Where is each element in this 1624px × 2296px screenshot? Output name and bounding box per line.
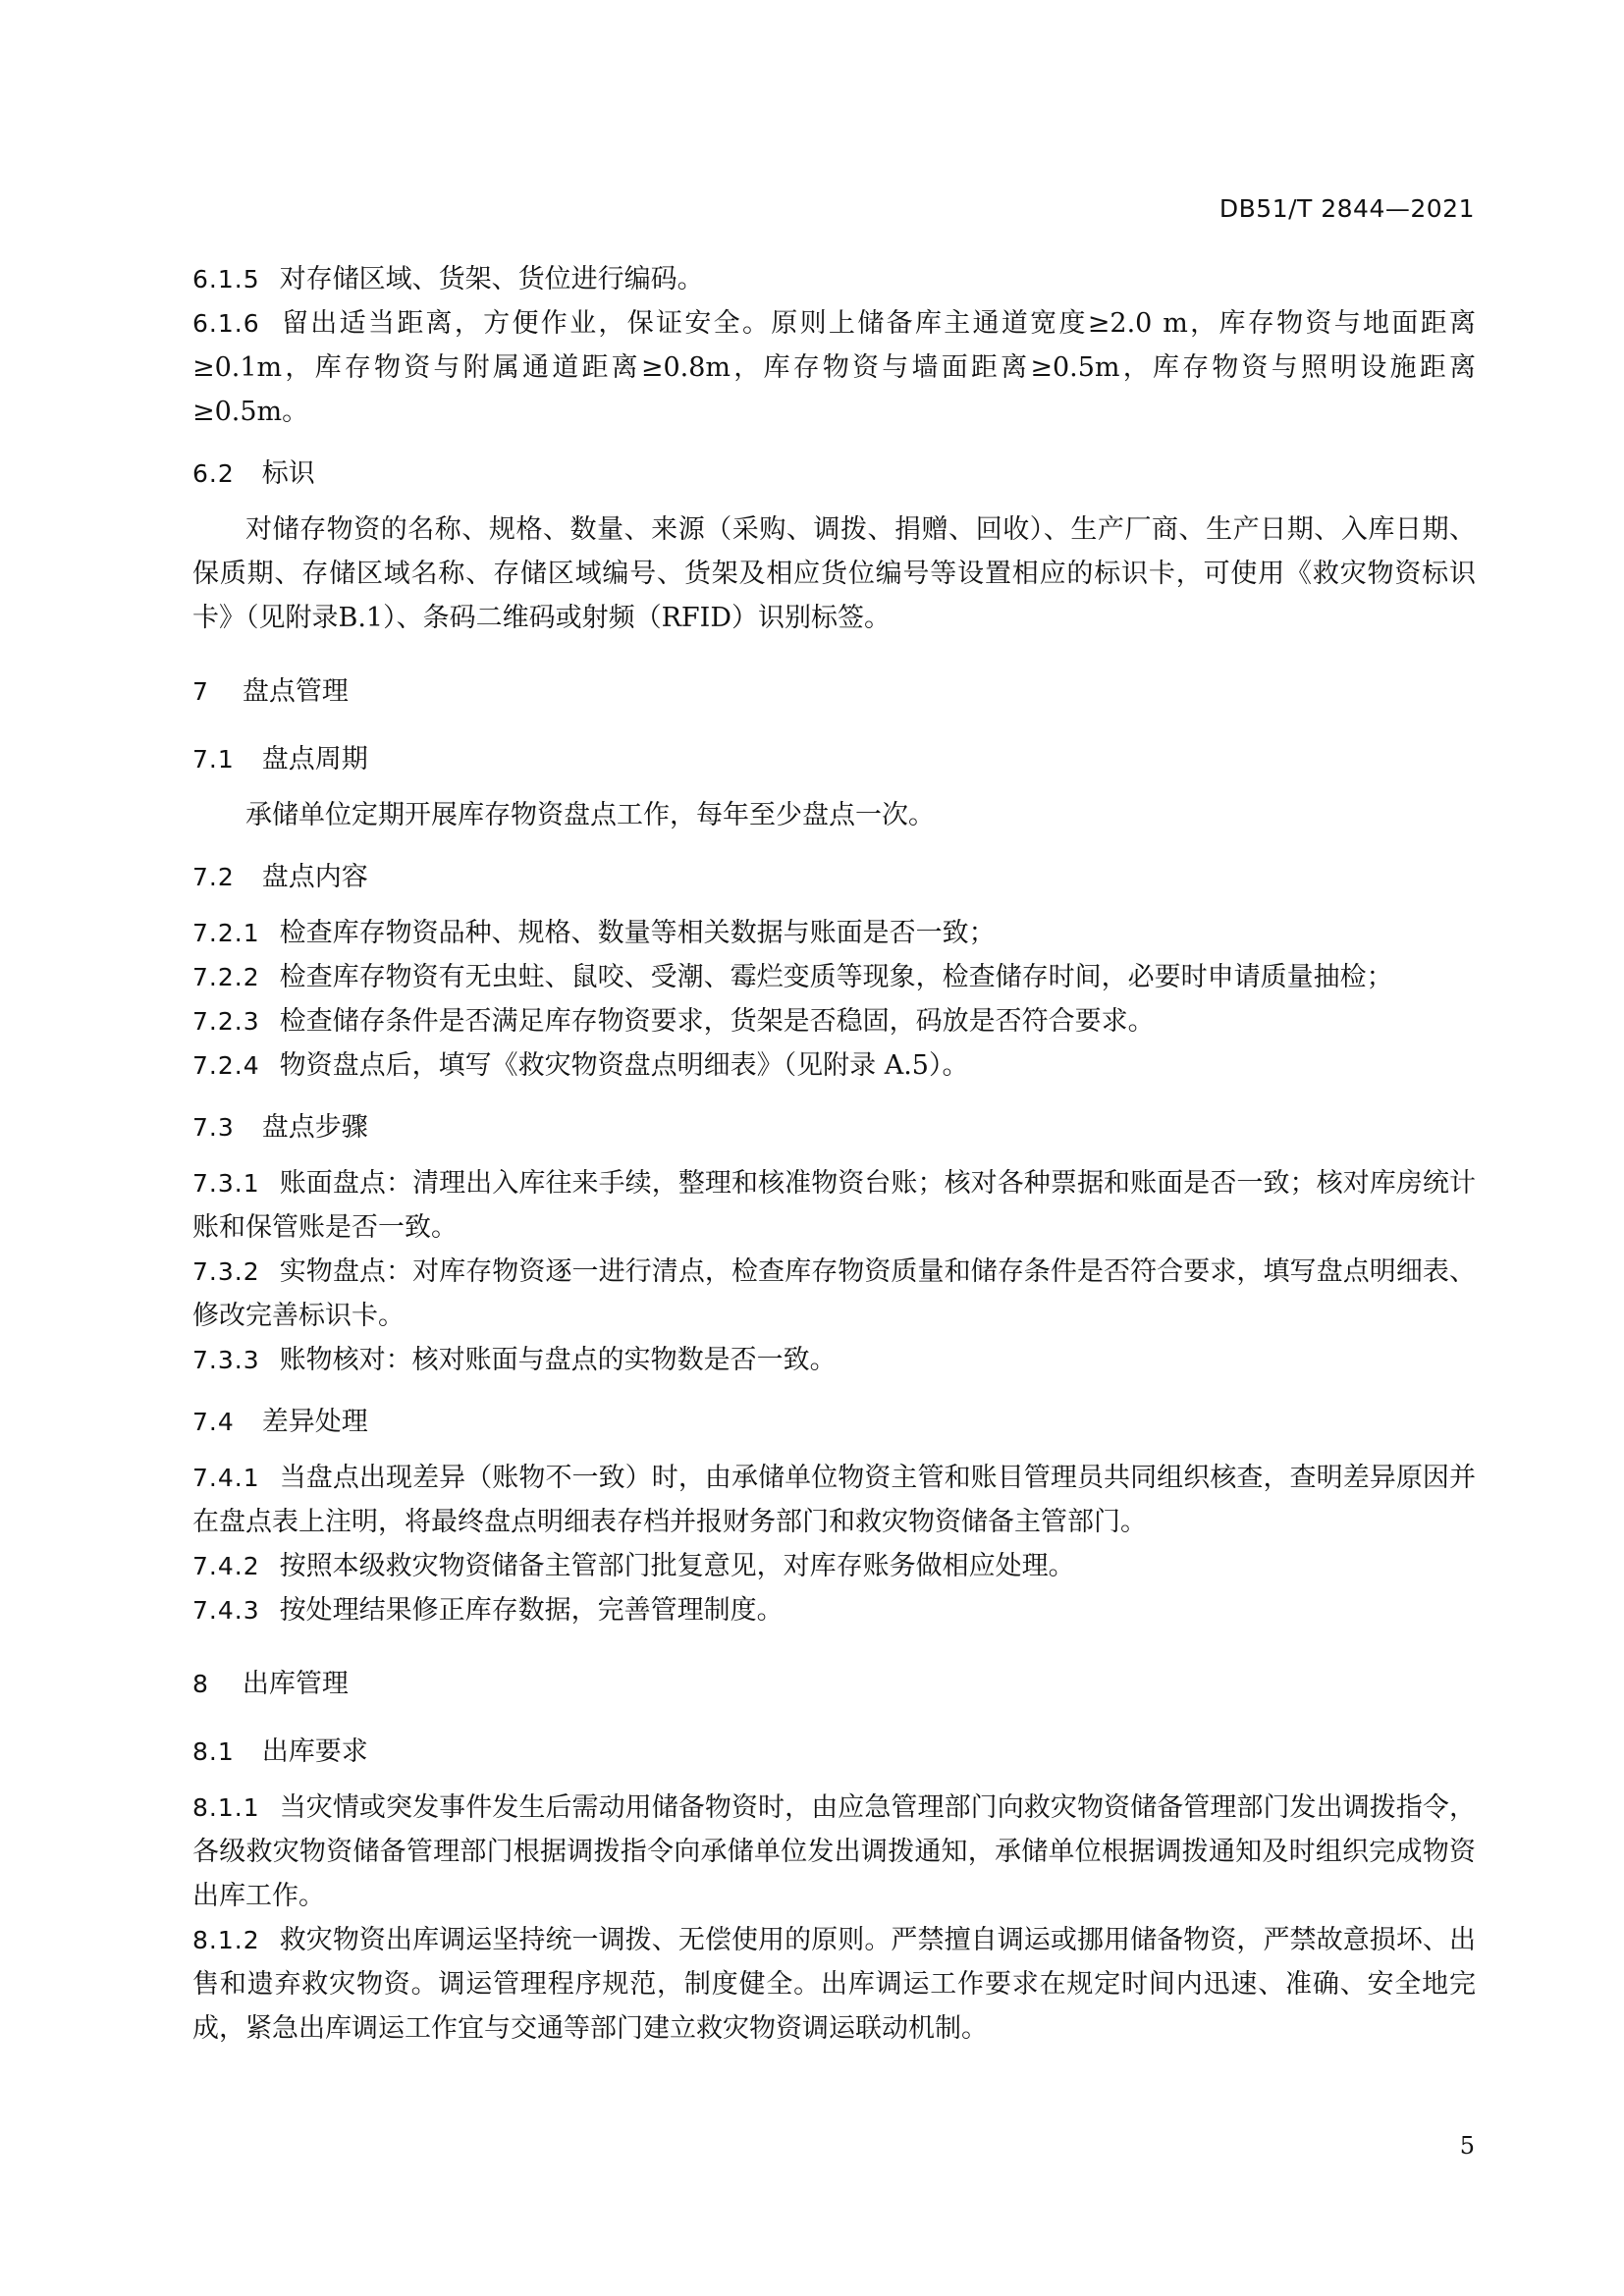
section-7-1-heading bbox=[192, 737, 1476, 781]
section-title: 差异处理 bbox=[261, 1407, 368, 1437]
clause-text: 当盘点出现差异（账物不一致）时，由承储单位物资主管和账目管理员共同组织核查，查明差异原因并在盘点表上注明，将最终盘点明细表存档并报财务部门和救灾物资储备主管部门。 bbox=[192, 1463, 1476, 1537]
clause-number: 7.2.3 bbox=[192, 1007, 260, 1036]
chapter-title: 出库管理 bbox=[242, 1669, 349, 1699]
clause-7-3-2 bbox=[192, 1250, 1476, 1338]
clause-7-2-4 bbox=[192, 1043, 1476, 1088]
section-title: 盘点周期 bbox=[261, 744, 368, 774]
document-code: DB51/T 2844—2021 bbox=[1218, 194, 1475, 223]
section-7-3-heading bbox=[192, 1105, 1476, 1149]
clause-text: 账物核对：核对账面与盘点的实物数是否一致。 bbox=[279, 1345, 837, 1375]
clause-text: 留出适当距离，方便作业，保证安全。原则上储备库主通道宽度≥2.0 m，库存物资与地面距离≥0.1m，库存物资与附属通道距离≥0.8m，库存物资与墙面距离≥0.5m，库存物资与照明设施距离≥0.5m。 bbox=[192, 308, 1476, 427]
clause-text: 对存储区域、货架、货位进行编码。 bbox=[279, 264, 704, 294]
clause-text: 物资盘点后，填写《救灾物资盘点明细表》（见附录 A.5）。 bbox=[279, 1050, 969, 1081]
section-number: 6.2 bbox=[192, 459, 235, 488]
clause-text: 账面盘点：清理出入库往来手续，整理和核准物资台账；核对各种票据和账面是否一致；核对库房统计账和保管账是否一致。 bbox=[192, 1168, 1476, 1243]
section-7-4-heading bbox=[192, 1400, 1476, 1444]
clause-text: 救灾物资出库调运坚持统一调拨、无偿使用的原则。严禁擅自调运或挪用储备物资，严禁故意损坏、出售和遗弃救灾物资。调运管理程序规范，制度健全。出库调运工作要求在规定时间内迅速、准确、安全地完成，紧急出库调运工作宜与交通等部门建立救灾物资调运联动机制。 bbox=[192, 1925, 1476, 2044]
clause-text: 检查储存条件是否满足库存物资要求，货架是否稳固，码放是否符合要求。 bbox=[279, 1006, 1155, 1037]
clause-8-1-2 bbox=[192, 1918, 1476, 2051]
clause-number: 7.2.1 bbox=[192, 919, 260, 947]
section-number: 7.2 bbox=[192, 863, 235, 891]
clause-number: 8.1.1 bbox=[192, 1793, 260, 1822]
chapter-8-heading bbox=[192, 1662, 1476, 1706]
section-number: 7.4 bbox=[192, 1408, 235, 1436]
page-number: 5 bbox=[1459, 2132, 1475, 2160]
clause-7-4-2 bbox=[192, 1544, 1476, 1588]
clause-7-2-3 bbox=[192, 999, 1476, 1043]
clause-text: 当灾情或突发事件发生后需动用储备物资时，由应急管理部门向救灾物资储备管理部门发出调拨指令，各级救灾物资储备管理部门根据调拨指令向承储单位发出调拨通知，承储单位根据调拨通知及时组织完成物资出库工作。 bbox=[192, 1792, 1476, 1911]
section-8-1-heading bbox=[192, 1730, 1476, 1774]
section-number: 7.1 bbox=[192, 745, 235, 774]
clause-7-2-1 bbox=[192, 911, 1476, 955]
clause-text: 实物盘点：对库存物资逐一进行清点，检查库存物资质量和储存条件是否符合要求，填写盘点明细表、修改完善标识卡。 bbox=[192, 1256, 1476, 1331]
clause-number: 7.2.2 bbox=[192, 963, 260, 991]
clause-7-3-3 bbox=[192, 1338, 1476, 1382]
section-number: 8.1 bbox=[192, 1737, 235, 1766]
section-title: 标识 bbox=[261, 458, 315, 489]
clause-number: 7.3.3 bbox=[192, 1346, 260, 1374]
clause-7-4-3 bbox=[192, 1588, 1476, 1632]
clause-number: 7.4.1 bbox=[192, 1464, 260, 1492]
clause-6-1-6 bbox=[192, 301, 1476, 434]
chapter-title: 盘点管理 bbox=[242, 676, 349, 707]
section-7-2-heading bbox=[192, 855, 1476, 899]
chapter-7-heading bbox=[192, 669, 1476, 714]
section-7-1-paragraph: 承储单位定期开展库存物资盘点工作，每年至少盘点一次。 bbox=[245, 800, 935, 830]
section-title: 盘点步骤 bbox=[261, 1112, 368, 1143]
clause-text: 按照本级救灾物资储备主管部门批复意见，对库存账务做相应处理。 bbox=[279, 1551, 1075, 1581]
clause-text: 检查库存物资有无虫蛀、鼠咬、受潮、霉烂变质等现象，检查储存时间，必要时申请质量抽检； bbox=[279, 962, 1393, 992]
section-title: 盘点内容 bbox=[261, 862, 368, 892]
clause-7-2-2 bbox=[192, 955, 1476, 999]
chapter-number: 8 bbox=[192, 1670, 209, 1698]
chapter-number: 7 bbox=[192, 677, 209, 706]
clause-text: 按处理结果修正库存数据，完善管理制度。 bbox=[279, 1595, 784, 1626]
section-6-2-paragraph: 对储存物资的名称、规格、数量、来源（采购、调拨、捐赠、回收）、生产厂商、生产日期、入库日期、保质期、存储区域名称、存储区域编号、货架及相应货位编号等设置相应的标识卡，可使用《救灾物资标识卡》（见附录B.1）、条码二维码或射频（RFID）识别标签。 bbox=[192, 514, 1476, 633]
clause-number: 6.1.5 bbox=[192, 265, 260, 294]
clause-7-4-1 bbox=[192, 1456, 1476, 1544]
clause-number: 7.4.3 bbox=[192, 1596, 260, 1625]
clause-6-1-5 bbox=[192, 257, 1476, 301]
clause-number: 6.1.6 bbox=[192, 309, 260, 338]
clause-number: 8.1.2 bbox=[192, 1926, 260, 1954]
clause-number: 7.3.1 bbox=[192, 1169, 260, 1198]
clause-text: 检查库存物资品种、规格、数量等相关数据与账面是否一致； bbox=[279, 918, 996, 948]
clause-number: 7.4.2 bbox=[192, 1552, 260, 1580]
clause-8-1-1 bbox=[192, 1786, 1476, 1918]
document-body bbox=[192, 257, 1476, 2051]
section-6-2-heading bbox=[192, 452, 1476, 496]
section-title: 出库要求 bbox=[261, 1736, 368, 1767]
section-number: 7.3 bbox=[192, 1113, 235, 1142]
clause-7-3-1 bbox=[192, 1161, 1476, 1250]
clause-number: 7.2.4 bbox=[192, 1051, 260, 1080]
clause-number: 7.3.2 bbox=[192, 1257, 260, 1286]
